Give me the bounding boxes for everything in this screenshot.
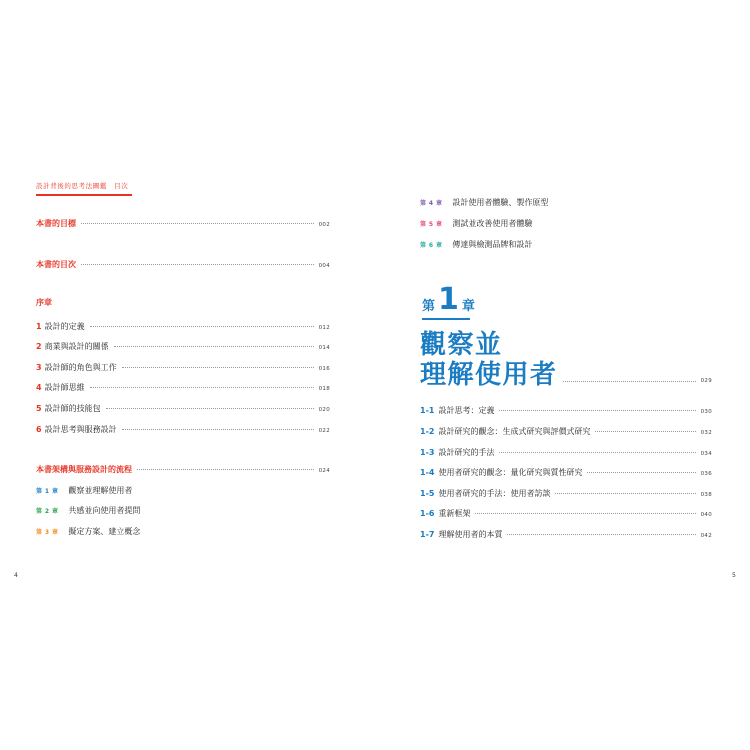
section-title: 使用者研究的觀念：量化研究與質性研究 — [438, 468, 583, 477]
section-row-1-6[interactable] — [420, 508, 712, 519]
dot-leader — [499, 452, 695, 453]
toc-row-prologue-2[interactable] — [36, 341, 330, 352]
dot-leader — [122, 429, 314, 430]
dot-leader — [90, 326, 314, 327]
section-row-1-3[interactable] — [420, 447, 712, 458]
toc-title: 本書的目次 — [36, 260, 76, 269]
toc-title: 商業與設計的關係 — [44, 342, 109, 351]
page-number: 042 — [700, 533, 712, 539]
page-number: 016 — [318, 366, 330, 372]
chapter-title-line2: 理解使用者 — [420, 360, 558, 390]
item-number: 1 — [36, 322, 42, 331]
section-row-1-2[interactable] — [420, 426, 712, 437]
page-number: 002 — [318, 222, 330, 228]
chapter-suffix: 章 — [461, 299, 475, 314]
item-number: 3 — [36, 363, 42, 372]
section-number: 1-4 — [420, 468, 435, 477]
dot-leader — [90, 387, 314, 388]
chapter-number: 1 — [438, 282, 459, 317]
page-number: 040 — [700, 512, 712, 518]
chapter-title: 共感並向使用者提問 — [68, 506, 141, 515]
dot-leader — [81, 264, 314, 265]
chapter-link-1[interactable] — [36, 485, 132, 496]
toc-title: 設計思考與服務設計 — [44, 425, 117, 434]
toc-title: 本書架構與服務設計的流程 — [36, 465, 132, 474]
page-number: 018 — [318, 386, 330, 392]
toc-row-prologue-3[interactable] — [36, 362, 330, 373]
section-title: 設計研究的觀念：生成式研究與評價式研究 — [438, 427, 591, 436]
section-row-1-5[interactable] — [420, 488, 712, 499]
section-title: 使用者研究的手法：使用者訪談 — [438, 489, 551, 498]
dot-leader — [595, 431, 695, 432]
chapter-title: 觀察並理解使用者 — [68, 486, 133, 495]
dot-leader — [475, 513, 695, 514]
toc-title: 設計的定義 — [44, 322, 85, 331]
dot-leader — [499, 410, 695, 411]
chapter-tag: 第 2 章 — [36, 508, 59, 515]
chapter-tag: 第 1 章 — [36, 488, 59, 495]
chapter-title: 擬定方案、建立概念 — [68, 527, 141, 536]
item-number: 6 — [36, 425, 42, 434]
page-number: 038 — [700, 492, 712, 498]
page-folio-right: 5 — [732, 572, 736, 579]
toc-row-prologue-4[interactable] — [36, 382, 330, 393]
item-number: 2 — [36, 342, 42, 351]
chapter-title-row[interactable] — [420, 360, 712, 390]
page-number: 004 — [318, 263, 330, 269]
running-head: 設計背後的思考法圖鑑 目次 — [36, 182, 129, 190]
dot-leader — [106, 408, 314, 409]
section-number: 1-2 — [420, 427, 435, 436]
section-title: 設計研究的手法 — [438, 448, 495, 457]
section-row-1-7[interactable] — [420, 529, 712, 540]
chapter-title: 傳達與檢測品牌和設計 — [452, 240, 533, 249]
page-number: 022 — [318, 428, 330, 434]
section-number: 1-7 — [420, 530, 435, 539]
prologue-heading: 序章 — [36, 298, 52, 307]
section-row-1-1[interactable] — [420, 405, 712, 416]
chapter-tag: 第 3 章 — [36, 529, 59, 536]
chapter-title: 設計使用者體驗、製作原型 — [452, 198, 549, 207]
page-number: 029 — [700, 378, 712, 384]
toc-row-contents[interactable] — [36, 259, 330, 270]
section-number: 1-3 — [420, 448, 435, 457]
toc-row-prologue-1[interactable] — [36, 321, 330, 332]
toc-title: 設計師思維 — [44, 383, 85, 392]
toc-title: 本書的目標 — [36, 219, 76, 228]
page-number: 020 — [318, 407, 330, 413]
dot-leader — [81, 223, 314, 224]
item-number: 5 — [36, 404, 42, 413]
page-number: 024 — [318, 468, 330, 474]
chapter-rule — [422, 318, 470, 320]
page-number: 030 — [700, 409, 712, 415]
dot-leader — [137, 469, 314, 470]
chapter-link-5[interactable] — [420, 218, 532, 229]
chapter-prefix: 第 — [422, 299, 436, 314]
section-title: 重新框架 — [438, 509, 471, 518]
chapter-link-6[interactable] — [420, 239, 532, 250]
section-title: 理解使用者的本質 — [438, 530, 503, 539]
dot-leader — [122, 367, 314, 368]
chapter-link-4[interactable] — [420, 197, 548, 208]
chapter-tag: 第 4 章 — [420, 200, 443, 207]
chapter-link-2[interactable] — [36, 505, 140, 516]
section-row-1-4[interactable] — [420, 467, 712, 478]
toc-row-prologue-5[interactable] — [36, 403, 330, 414]
chapter-title: 測試並改善使用者體驗 — [452, 219, 533, 228]
chapter-link-3[interactable] — [36, 526, 140, 537]
toc-row-structure[interactable] — [36, 464, 330, 475]
page-number: 014 — [318, 345, 330, 351]
dot-leader — [507, 534, 695, 535]
page-number: 036 — [700, 471, 712, 477]
toc-row-prologue-6[interactable] — [36, 424, 330, 435]
toc-title: 設計師的角色與工作 — [44, 363, 117, 372]
section-number: 1-1 — [420, 406, 435, 415]
toc-row-goals[interactable] — [36, 218, 330, 229]
item-number: 4 — [36, 383, 42, 392]
section-number: 1-5 — [420, 489, 435, 498]
page-number: 034 — [700, 451, 712, 457]
running-head-rule — [36, 194, 132, 196]
chapter-title-line1: 觀察並 — [420, 330, 503, 360]
dot-leader — [555, 493, 695, 494]
page-number: 032 — [700, 430, 712, 436]
chapter-label — [422, 282, 475, 317]
page-number: 012 — [318, 325, 330, 331]
section-title: 設計思考：定義 — [438, 406, 495, 415]
chapter-tag: 第 6 章 — [420, 242, 443, 249]
dot-leader — [114, 346, 314, 347]
section-number: 1-6 — [420, 509, 435, 518]
chapter-tag: 第 5 章 — [420, 221, 443, 228]
page-folio-left: 4 — [14, 572, 18, 579]
dot-leader — [587, 472, 695, 473]
toc-title: 設計師的技能包 — [44, 404, 101, 413]
dot-leader — [563, 381, 696, 382]
